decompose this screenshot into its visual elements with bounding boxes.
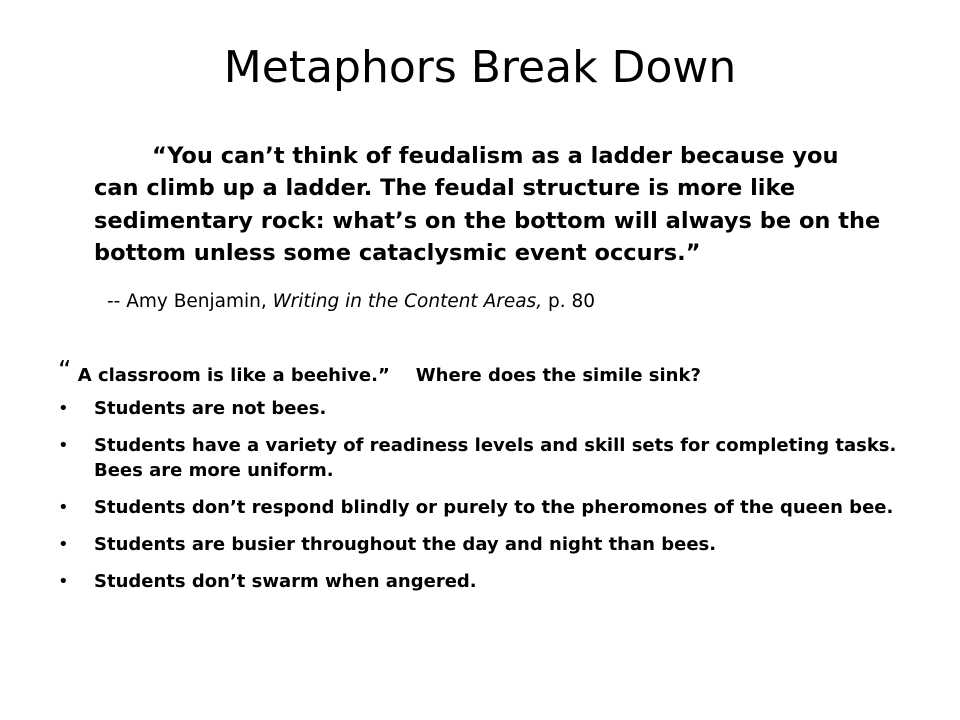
simile-statement: [58, 356, 938, 393]
attribution-book-title: Writing in the Content Areas,: [272, 291, 543, 312]
bullet-icon: •: [58, 497, 69, 518]
list-item: [58, 433, 898, 483]
quote-attribution: [107, 288, 907, 316]
list-item: [58, 532, 898, 557]
bullet-text: Students don’t swarm when angered.: [94, 571, 477, 592]
list-item: [58, 569, 898, 594]
simile-text: A classroom is like a beehive.”: [77, 365, 390, 386]
bullet-text: Students are busier throughout the day and night than bees.: [94, 534, 717, 555]
bullet-list: [58, 396, 898, 606]
list-item: [58, 495, 898, 520]
list-item: [58, 396, 898, 421]
bullet-icon: •: [58, 571, 69, 592]
slide-title: Metaphors Break Down: [223, 42, 737, 93]
attribution-author: -- Amy Benjamin,: [107, 291, 273, 312]
attribution-page: p. 80: [542, 291, 596, 312]
simile-question: Where does the simile sink?: [415, 365, 701, 386]
simile-open-quote: “: [58, 356, 72, 386]
bullet-text: Students don’t respond blindly or purely to the pheromones of the queen bee.: [94, 497, 894, 518]
bullet-text: Students are not bees.: [94, 398, 327, 419]
bullet-icon: •: [58, 534, 69, 555]
bullet-icon: •: [58, 398, 69, 419]
feudalism-quote: “You can’t think of feudalism as a ladder because you can climb up a ladder. The feudal structure is more like sedimentary rock: what’s on the bottom will always be on the bottom unless some cataclysmic event occurs.”: [94, 143, 881, 266]
bullet-text: Students have a variety of readiness levels and skill sets for completing tasks. Bees are more uniform.: [94, 435, 897, 481]
bullet-icon: •: [58, 435, 69, 456]
